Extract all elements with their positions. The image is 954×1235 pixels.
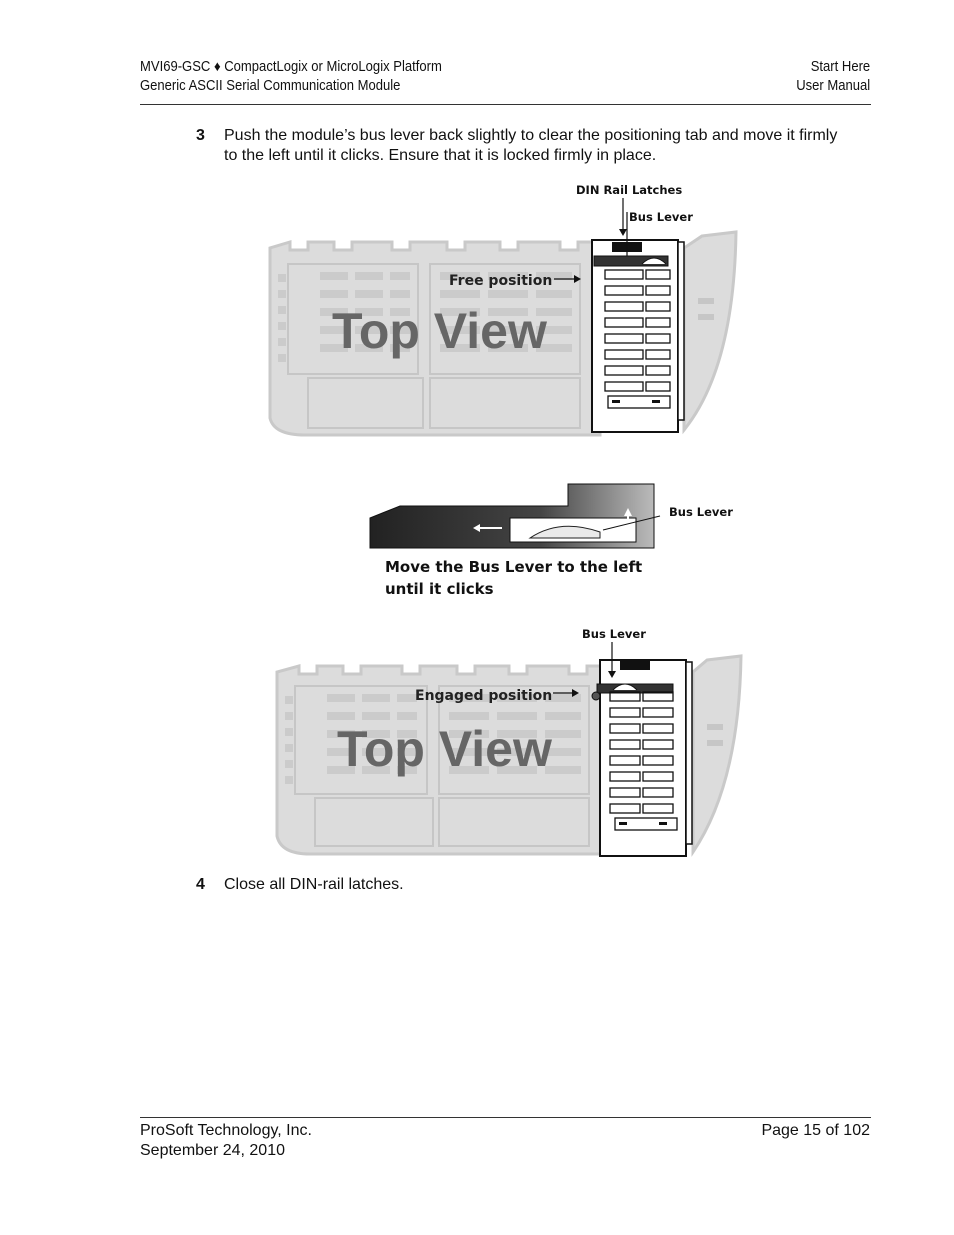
figure-free-position	[260, 178, 750, 443]
step-text: Push the module’s bus lever back slightly to clear the positioning tab and move it firmly to the left until it clicks. Ensure that it is locked firmly in place.	[224, 127, 838, 164]
running-footer-right	[761, 1121, 870, 1141]
running-header-left	[140, 58, 442, 96]
lever-caption-line-1: Move the Bus Lever to the left	[385, 558, 643, 576]
bus-lever-callout: Bus Lever	[582, 627, 646, 641]
footer-divider	[140, 1117, 871, 1118]
figure-engaged-position	[265, 624, 755, 864]
bus-lever-callout: Bus Lever	[629, 210, 693, 224]
free-position-callout: Free position	[449, 273, 553, 289]
header-product-title: MVI69-GSC ♦ CompactLogix or MicroLogix Platform	[140, 59, 442, 75]
engaged-position-callout: Engaged position	[415, 688, 553, 704]
top-view-watermark: Top View	[332, 303, 547, 359]
footer-company: ProSoft Technology, Inc.	[140, 1122, 312, 1139]
step-text: Close all DIN-rail latches.	[224, 876, 404, 893]
page-number: Page 15 of 102	[761, 1122, 870, 1139]
figure-bus-lever-detail	[360, 478, 750, 606]
bus-lever-callout: Bus Lever	[669, 505, 733, 519]
running-footer-left	[140, 1121, 312, 1160]
step-number: 4	[196, 876, 205, 893]
footer-date: September 24, 2010	[140, 1141, 285, 1159]
top-view-watermark: Top View	[337, 721, 552, 777]
header-doc-type: User Manual	[796, 78, 870, 94]
header-section: Start Here	[810, 59, 870, 75]
module-illustration	[592, 660, 692, 856]
header-product-subtitle: Generic ASCII Serial Communication Module	[140, 78, 401, 94]
module-illustration	[592, 240, 684, 432]
header-divider	[140, 104, 871, 105]
arrow-head-icon	[619, 229, 627, 236]
din-rail-latches-callout: DIN Rail Latches	[576, 183, 683, 197]
running-header-right	[796, 58, 870, 96]
step-number: 3	[196, 127, 205, 144]
lever-caption-line-2: until it clicks	[385, 580, 494, 598]
